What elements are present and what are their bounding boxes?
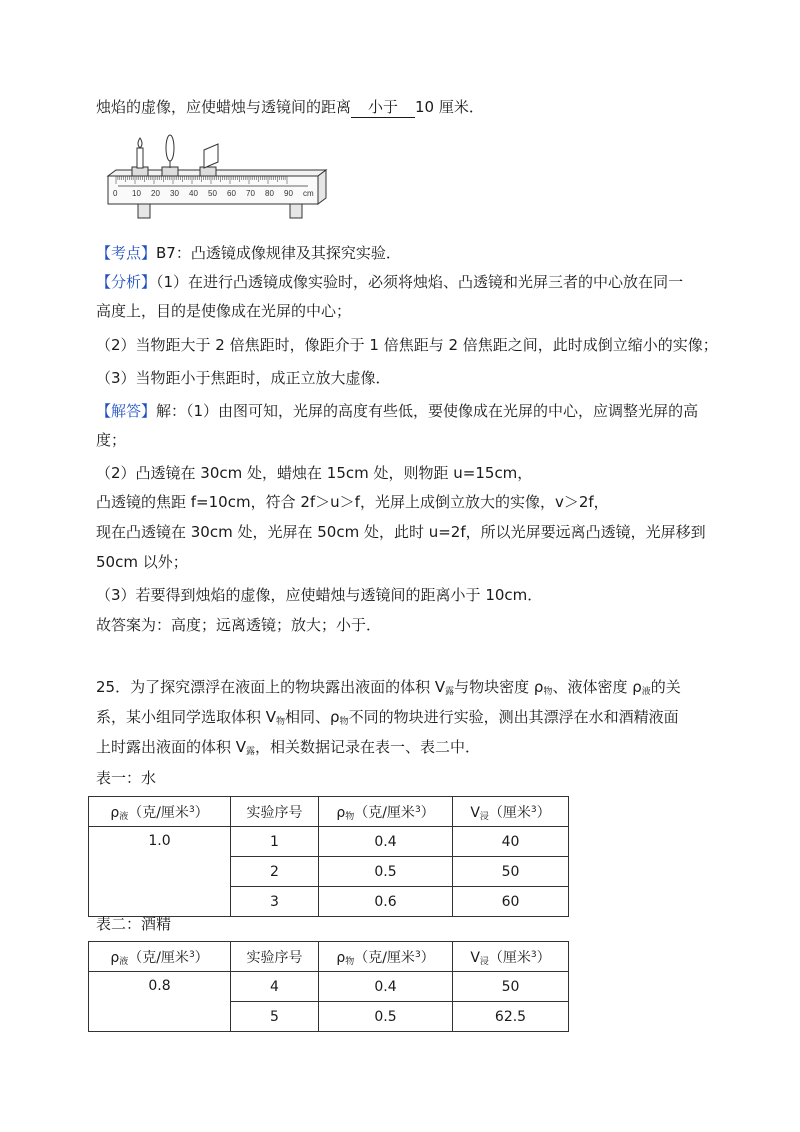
kaodian-line	[96, 243, 401, 263]
rho-liquid-value: 1.0	[89, 827, 231, 917]
convex-lens	[166, 135, 174, 161]
q25-text: 不同的物块进行实验，测出其漂浮在水和酒精液面	[348, 708, 679, 726]
fenxi-text-2: （2）当物距大于 2 倍焦距时，像距介于 1 倍焦距与 2 倍焦距之间，此时成倒立缩小的实像；	[96, 336, 718, 354]
rho-object-value: 0.4	[319, 972, 453, 1002]
scale-label: 20	[151, 189, 160, 198]
trial-no: 4	[231, 972, 319, 1002]
header-rho-object: $\rho_物$（克/厘米$^3$）	[319, 797, 453, 827]
jieda-text-2d: 50cm 以外；	[96, 553, 188, 571]
scale-label: 40	[189, 189, 198, 198]
scale-label: 90	[284, 189, 293, 198]
scale-label: 10	[132, 189, 141, 198]
q25-text: 与物块密度 ρ	[454, 678, 544, 696]
fenxi-text-3: （3）当物距小于焦距时，成正立放大虚像．	[96, 369, 391, 387]
q25-text: 相同、ρ	[285, 708, 340, 726]
header-v-immersed: $V_浸$（厘米$^3$）	[453, 797, 569, 827]
header-trial-no: 实验序号	[231, 942, 319, 972]
kaodian-tag: 【考点】	[96, 244, 157, 262]
header-rho-liquid: $\rho_液$（克/厘米$^3$）	[89, 797, 231, 827]
fenxi-tag: 【分析】	[96, 273, 157, 291]
jieda-text-1b: 度；	[96, 431, 127, 449]
final-answer: 故答案为：高度；远离透镜；放大；小于．	[96, 616, 382, 634]
fenxi-text-1b: 高度上，目的是使像成在光屏的中心；	[96, 302, 352, 320]
table-row	[89, 972, 569, 1002]
q25-line-3	[96, 737, 480, 762]
table-header-row	[89, 797, 569, 827]
scale-label: 30	[170, 189, 179, 198]
q25-subscript: 液	[641, 687, 651, 697]
kaodian-text: B7：凸透镜成像规律及其探究实验．	[156, 244, 401, 262]
q25-subscript: 露	[445, 687, 455, 697]
header-v-immersed: $V_浸$（厘米$^3$）	[453, 942, 569, 972]
optical-bench-figure	[96, 134, 336, 224]
scale-label: cm	[303, 189, 314, 198]
answer-line	[96, 97, 484, 118]
jieda-line-1	[96, 401, 698, 421]
q25-subscript: 物	[276, 717, 286, 727]
q25-line-2	[96, 707, 679, 732]
v-immersed-value: 40	[453, 827, 569, 857]
header-trial-no: 实验序号	[231, 797, 319, 827]
scale-label: 70	[246, 189, 255, 198]
jieda-tag: 【解答】	[96, 402, 157, 420]
table1	[88, 796, 569, 917]
table-row	[89, 827, 569, 857]
table1-caption: 表一：水	[96, 769, 157, 787]
rho-object-value: 0.6	[319, 887, 453, 917]
trial-no: 3	[231, 887, 319, 917]
v-immersed-value: 60	[453, 887, 569, 917]
answer-line-tail: 10 厘米．	[415, 98, 484, 116]
trial-no: 1	[231, 827, 319, 857]
rho-object-value: 0.5	[319, 1002, 453, 1032]
q25-text: 系，某小组同学选取体积 V	[96, 708, 277, 726]
q25-text: 上时露出液面的体积 V	[96, 738, 247, 756]
table2-caption: 表二：酒精	[96, 915, 172, 933]
candle	[137, 148, 143, 168]
fenxi-line-1	[96, 272, 683, 292]
rho-object-value: 0.5	[319, 857, 453, 887]
jieda-text-2c: 现在凸透镜在 30cm 处，光屏在 50cm 处，此时 u=2f，所以光屏要远离凸透镜，光屏移到	[96, 523, 706, 541]
blank-answer: 小于	[351, 97, 415, 118]
v-immersed-value: 50	[453, 857, 569, 887]
candle-flame	[138, 138, 142, 148]
light-screen	[204, 144, 218, 168]
q25-text: 的关	[650, 678, 681, 696]
v-immersed-value: 62.5	[453, 1002, 569, 1032]
scale-label: 50	[208, 189, 217, 198]
table-header-row	[89, 942, 569, 972]
rho-object-value: 0.4	[319, 827, 453, 857]
q25-text: 、液体密度 ρ	[552, 678, 642, 696]
jieda-text-3: （3）若要得到烛焰的虚像，应使蜡烛与透镜间的距离小于 10cm．	[96, 586, 543, 604]
jieda-text-1: 解：（1）由图可知，光屏的高度有些低，要使像成在光屏的中心，应调整光屏的高	[156, 402, 699, 420]
answer-line-text: 烛焰的虚像，应使蜡烛与透镜间的距离	[96, 98, 352, 116]
jieda-text-2b: 凸透镜的焦距 f=10cm，符合 2f＞u＞f，光屏上成倒立放大的实像，v＞2f，	[96, 493, 609, 511]
q25-text: 25．为了探究漂浮在液面上的物块露出液面的体积 V	[96, 678, 446, 696]
v-immersed-value: 50	[453, 972, 569, 1002]
q25-subscript: 物	[543, 687, 553, 697]
trial-no: 2	[231, 857, 319, 887]
table2	[88, 941, 569, 1032]
fenxi-text-1: （1）在进行凸透镜成像实验时，必须将烛焰、凸透镜和光屏三者的中心放在同一	[156, 273, 684, 291]
scale-label: 80	[265, 189, 274, 198]
header-rho-object: $\rho_物$（克/厘米$^3$）	[319, 942, 453, 972]
scale-label: 0	[113, 189, 118, 198]
trial-no: 5	[231, 1002, 319, 1032]
q25-subscript: 露	[246, 747, 256, 757]
q25-subscript: 物	[339, 717, 349, 727]
q25-line-1	[96, 677, 681, 702]
jieda-text-2: （2）凸透镜在 30cm 处，蜡烛在 15cm 处，则物距 u=15cm，	[96, 464, 533, 482]
scale-label: 60	[227, 189, 236, 198]
rho-liquid-value: 0.8	[89, 972, 231, 1032]
q25-text: ，相关数据记录在表一、表二中．	[255, 738, 481, 756]
header-rho-liquid: $\rho_液$（克/厘米$^3$）	[89, 942, 231, 972]
